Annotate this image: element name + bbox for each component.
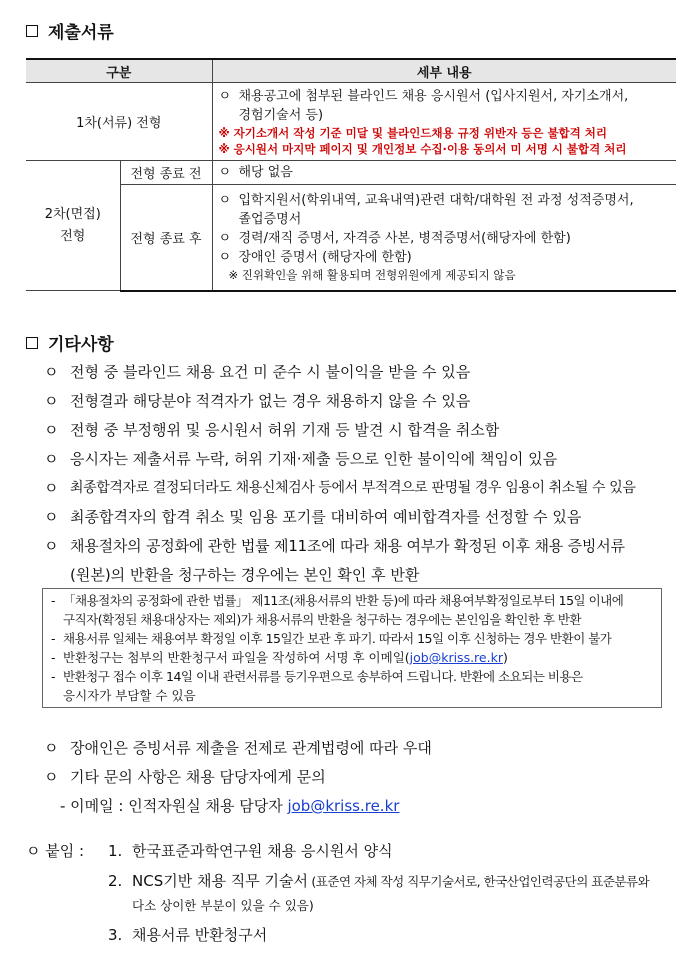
table-header-row — [26, 59, 676, 83]
table-row — [26, 185, 676, 291]
contact-email-link[interactable]: job@kriss.re.kr — [287, 797, 400, 815]
list-item: ㅇ 경력/재직 증명서, 자격증 사본, 병적증명서(해당자에 한함) — [218, 230, 571, 246]
list-item: ㅇ 채용공고에 첨부된 블라인드 채용 응시원서 (입사지원서, 자기소개서, — [218, 88, 629, 104]
section-title-text: 제출서류 — [48, 23, 114, 43]
square-icon — [26, 337, 38, 349]
list-item: ㅇ 전형 중 부정행위 및 응시원서 허위 기재 등 발견 시 합격을 취소함 — [44, 421, 500, 439]
note-text: ※ 진위확인을 위해 활용되며 전형위원에게 제공되지 않음 — [228, 267, 516, 282]
list-item: ㅇ 전형결과 해당분야 적격자가 없는 경우 채용하지 않을 수 있음 — [44, 392, 471, 410]
list-item: ㅇ 응시자는 제출서류 누락, 허위 기재·제출 등으로 인한 불이익에 책임이 있음 — [44, 450, 558, 468]
attachment-item: 2. NCS기반 채용 직무 기술서 (표준연 자체 작성 직무기술서로, 한국산업인력공단의 표준분류와 — [108, 872, 650, 890]
attachment-item: ㅇ 붙임 : 1. 한국표준과학연구원 채용 응시원서 양식 — [26, 836, 686, 866]
note-item: - 「채용절차의 공정화에 관한 법률」 제11조(채용서류의 반환 등)에 따라 채용여부확정일로부터 15일 이내에 — [51, 593, 624, 608]
attachment-note-continuation: 다소 상이한 부분이 있을 수 있음) — [132, 898, 314, 913]
section-title-text: 기타사항 — [48, 335, 114, 355]
row-detail-after — [212, 185, 676, 291]
list-item: 졸업증명서 — [238, 211, 302, 227]
header-detail: 세부 내용 — [212, 59, 676, 83]
warning-text: ※ 응시원서 마지막 페이지 및 개인정보 수집·이용 동의서 미 서명 시 불합격 처리 — [218, 141, 627, 156]
list-item: 경험기술서 등) — [238, 107, 324, 123]
other-bullet-list — [44, 358, 684, 590]
note-item: - 반환청구는 첨부의 반환청구서 파일을 작성하여 서명 후 이메일(job@kriss.re.kr) — [51, 650, 508, 665]
note-item-continuation: 응시자가 부담할 수 있음 — [63, 688, 196, 703]
list-item-continuation: (원본)의 반환을 청구하는 경우에는 본인 확인 후 반환 — [70, 566, 420, 584]
header-category: 구분 — [26, 59, 212, 83]
list-item: ㅇ 최종합격자의 합격 취소 및 임용 포기를 대비하여 예비합격자를 선정할 수 있음 — [44, 508, 582, 526]
row-detail-stage1 — [212, 83, 676, 161]
square-icon — [26, 25, 38, 37]
note-item: - 채용서류 일체는 채용여부 확정일 이후 15일간 보관 후 파기. 따라서 15일 이후 신청하는 경우 반환이 불가 — [51, 631, 612, 646]
warning-text: ※ 자기소개서 작성 기준 미달 및 블라인드채용 규정 위반자 등은 불합격 처리 — [218, 125, 607, 140]
section-title-other — [26, 330, 114, 355]
list-item: ㅇ 전형 중 블라인드 채용 요건 미 준수 시 불이익을 받을 수 있음 — [44, 363, 471, 381]
table-row — [26, 83, 676, 161]
list-item: ㅇ 장애인은 증빙서류 제출을 전제로 관계법령에 따라 우대 — [44, 739, 432, 757]
sublabel-after: 전형 종료 후 — [120, 185, 212, 291]
list-item: ㅇ 최종합격자로 결정되더라도 채용신체검사 등에서 부적격으로 판명될 경우 임용이 취소될 수 있음 — [44, 479, 636, 497]
email-link[interactable]: job@kriss.re.kr — [409, 650, 503, 665]
sublabel-before: 전형 종료 전 — [120, 161, 212, 185]
list-item: ㅇ 채용절차의 공정화에 관한 법률 제11조에 따라 채용 여부가 확정된 이후 채용 증빙서류 — [44, 537, 625, 555]
other-bullet-list-2 — [44, 734, 684, 821]
attachment-item: 3. 채용서류 반환청구서 — [108, 926, 268, 944]
table-row — [26, 161, 676, 185]
list-item: ㅇ 기타 문의 사항은 채용 담당자에게 문의 — [44, 768, 326, 786]
attachments — [26, 836, 686, 950]
return-notes-box — [42, 588, 662, 708]
section-title-documents — [26, 18, 114, 43]
list-item: ㅇ 입학지원서(학위내역, 교육내역)관련 대학/대학원 전 과정 성적증명서, — [218, 192, 634, 208]
row-label-stage1: 1차(서류) 전형 — [26, 83, 212, 161]
note-item-continuation: 구직자(확정된 채용대상자는 제외)가 채용서류의 반환을 청구하는 경우에는 본인임을 확인한 후 반환 — [63, 612, 582, 627]
documents-table — [26, 58, 676, 292]
row-label-stage2: 2차(면접) 전형 — [26, 161, 120, 291]
contact-line: - 이메일 : 인적자원실 채용 담당자 job@kriss.re.kr — [60, 797, 400, 815]
list-item: ㅇ 장애인 증명서 (해당자에 한함) — [218, 249, 412, 265]
row-detail-before: ㅇ 해당 없음 — [212, 161, 676, 185]
attachments-label: ㅇ 붙임 : — [26, 842, 85, 860]
note-item: - 반환청구 접수 이후 14일 이내 관련서류를 등기우편으로 송부하여 드립니다. 반환에 소요되는 비용은 — [51, 669, 583, 684]
